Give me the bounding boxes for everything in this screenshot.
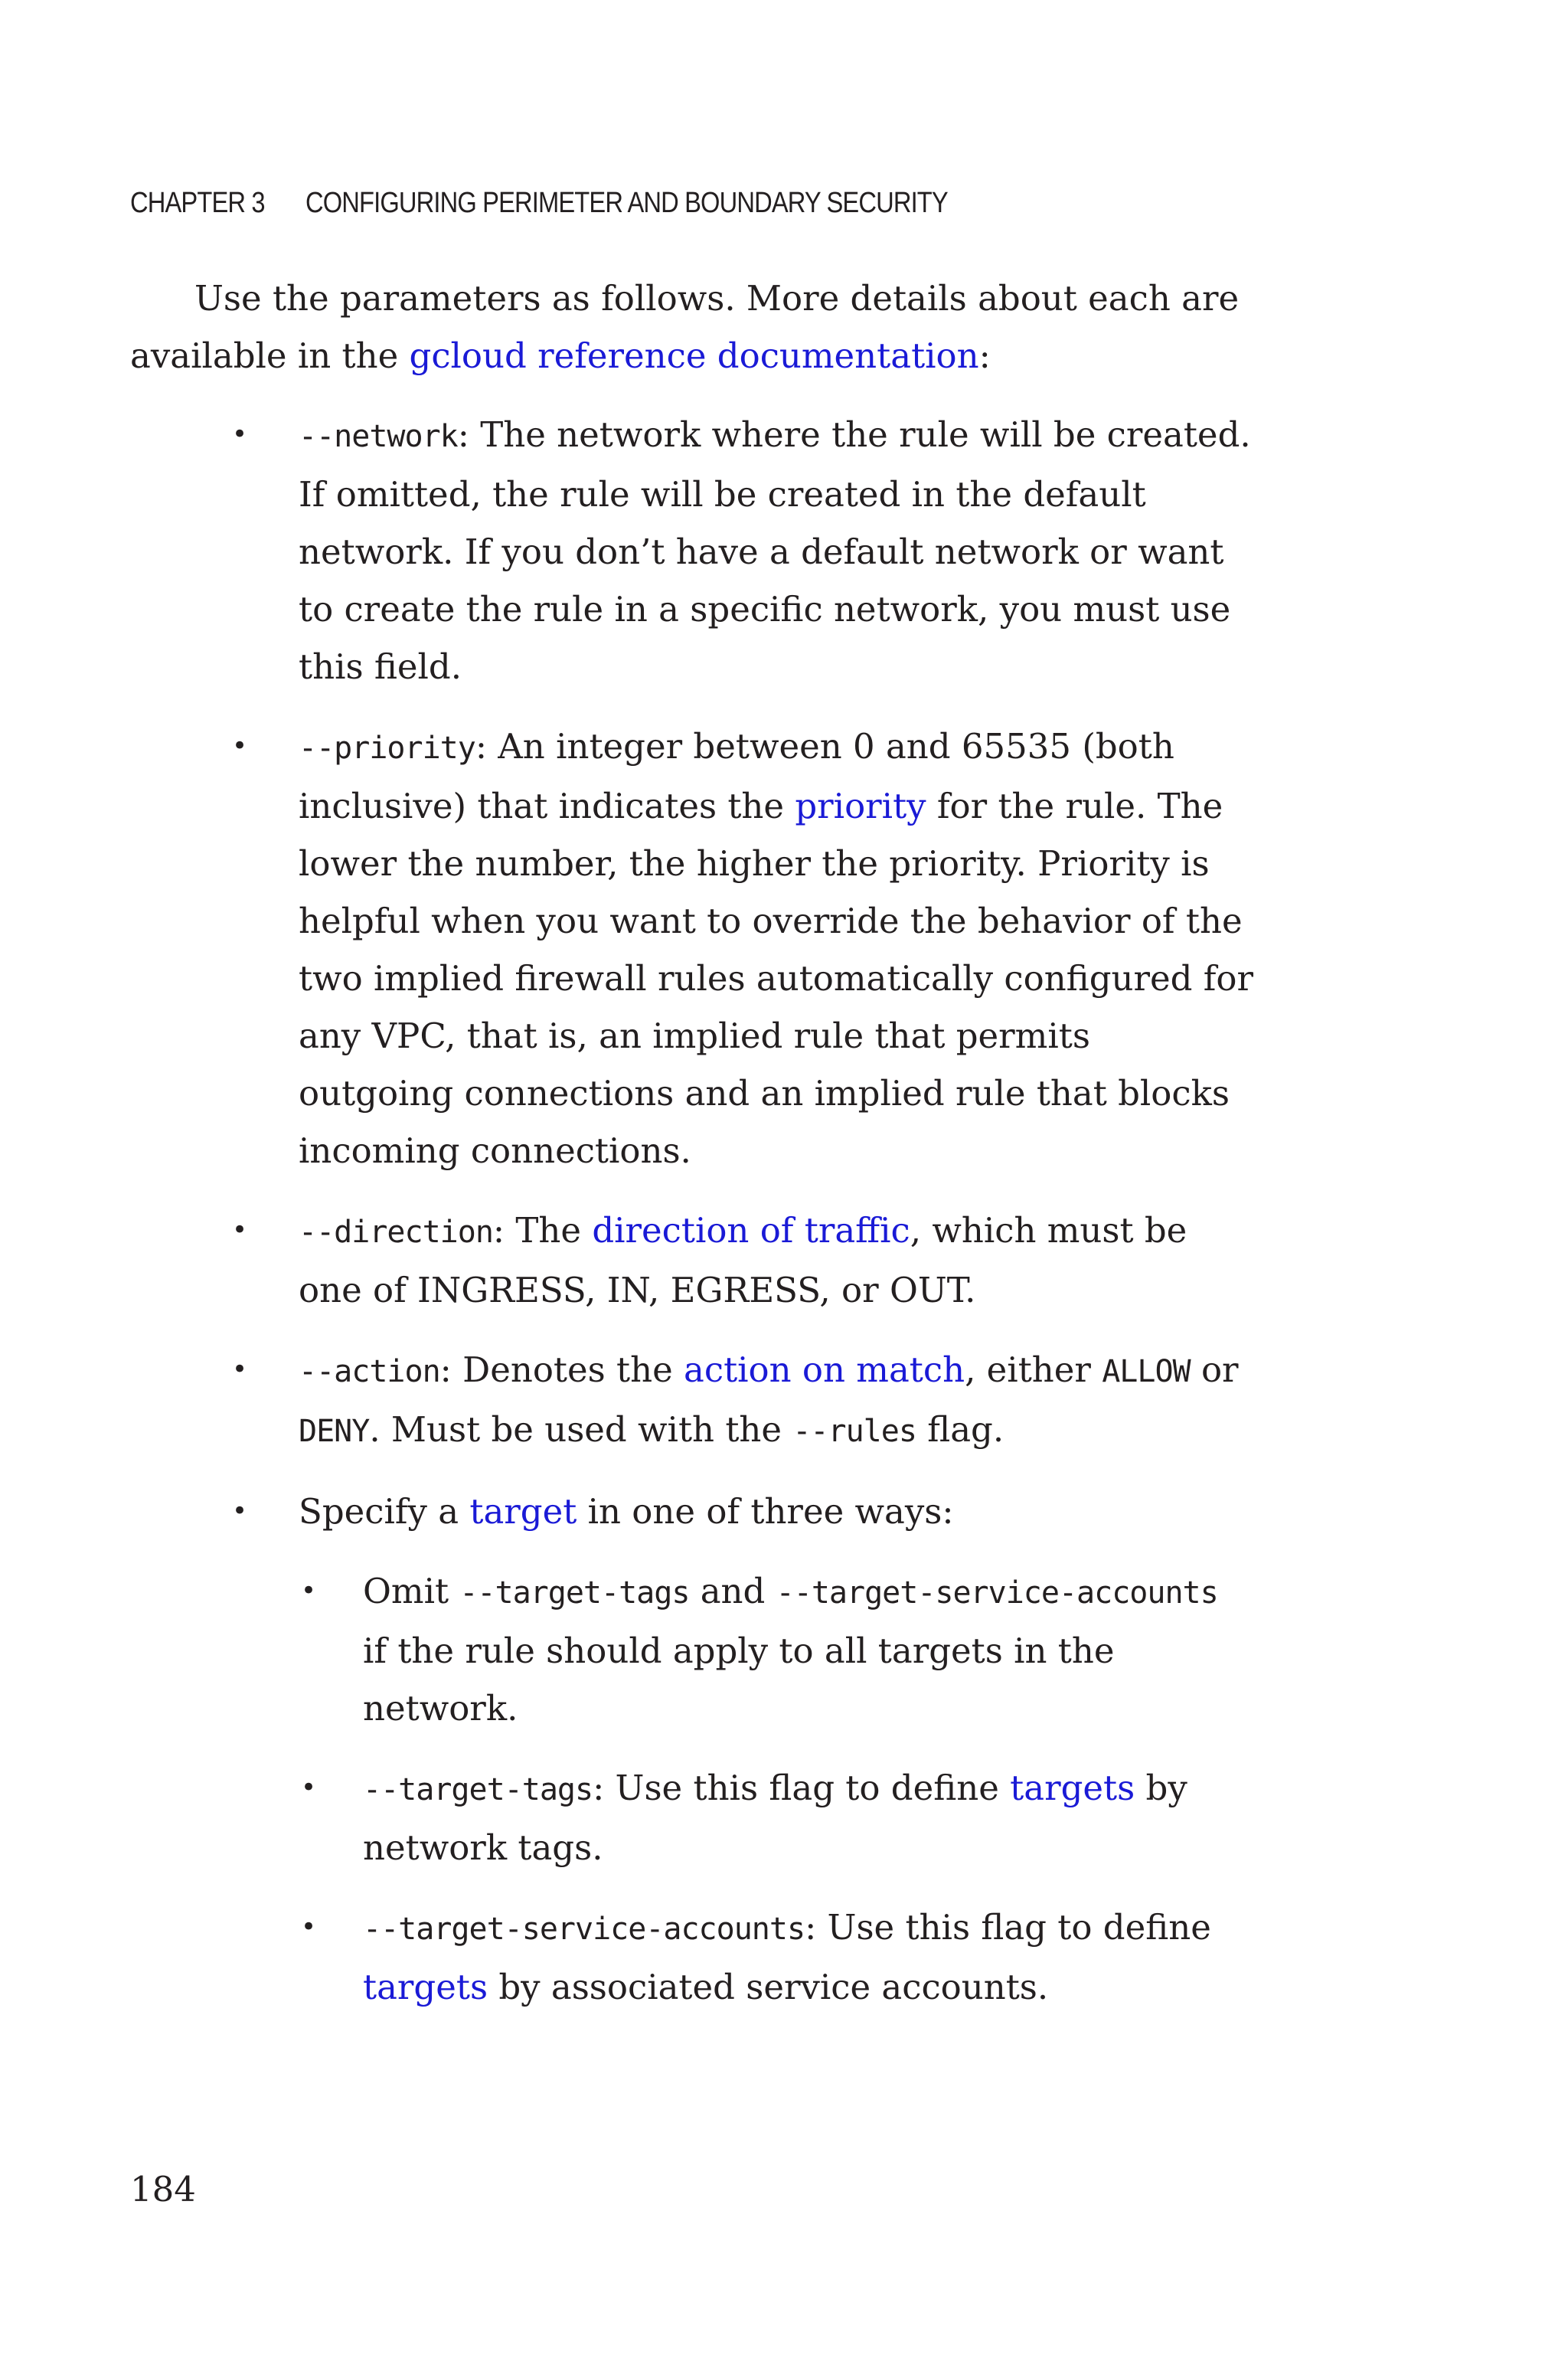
targets-link[interactable]: targets <box>1010 1768 1135 1808</box>
sublist-item-target-service-accounts <box>299 1899 1236 2016</box>
page-number: 184 <box>130 2169 196 2210</box>
tags-text: : Use this flag to define <box>593 1768 1011 1808</box>
target-sublist <box>299 1562 1256 2016</box>
list-item-network <box>0 406 1256 695</box>
direction-text-cont: , which must be one of INGRESS, IN, EGRESS, or OUT. <box>299 1210 1187 1310</box>
deny-value: DENY <box>299 1414 370 1449</box>
direction-text: : The <box>492 1210 593 1251</box>
action-text-or: or <box>1190 1349 1239 1390</box>
action-text: : Denotes the <box>439 1349 684 1390</box>
priority-text-cont: for the rule. The lower the number, the higher the priority. Priority is helpful when you want to override the behavior of the two implied firewall rules automatically configured for any VPC, that is, an implied rule that permits outgoing connections and an implied rule that blocks incoming connections. <box>299 786 1253 1171</box>
priority-text: : An integer between 0 and 65535 (both inclusive) that indicates the <box>299 726 1174 826</box>
chapter-title: CONFIGURING PERIMETER AND BOUNDARY SECURITY <box>305 187 948 219</box>
omit-text: Omit <box>363 1571 460 1611</box>
gcloud-reference-link[interactable]: gcloud reference documentation <box>409 335 979 376</box>
target-tags-flag: --target-tags <box>363 1772 593 1807</box>
list-item-priority <box>0 718 1256 1179</box>
parameter-list <box>0 406 1568 2038</box>
intro-text: Use the parameters as follows. More details about each are available in the <box>130 278 1240 376</box>
list-item-target <box>0 1483 1256 2016</box>
sublist-item-omit <box>299 1562 1236 1737</box>
direction-of-traffic-link[interactable]: direction of traffic <box>592 1210 910 1251</box>
target-service-accounts-flag: --target-service-accounts <box>776 1575 1218 1611</box>
list-item-action <box>0 1341 1256 1460</box>
direction-flag: --direction <box>299 1215 493 1250</box>
intro-paragraph <box>130 270 1401 384</box>
target-link[interactable]: target <box>469 1491 577 1532</box>
service-accounts-text-cont: by associated service accounts. <box>488 1967 1049 2007</box>
omit-and: and <box>689 1571 776 1611</box>
intro-colon: : <box>978 335 991 376</box>
service-accounts-text: : Use this flag to define <box>805 1907 1211 1948</box>
targets-link[interactable]: targets <box>363 1967 488 2007</box>
action-text-mid: , either <box>965 1349 1102 1390</box>
tags-text-cont: by network tags. <box>363 1768 1187 1868</box>
network-description: : The network where the rule will be created. If omitted, the rule will be created in the default network. If you don’t have a default network or want to create the rule in a specific network, you must use this field. <box>299 414 1251 687</box>
action-text-used: . Must be used with the <box>369 1409 793 1450</box>
target-text: Specify a <box>299 1491 470 1532</box>
omit-text-cont: if the rule should apply to all targets in the network. <box>363 1631 1115 1729</box>
priority-flag: --priority <box>299 731 475 766</box>
action-flag: --action <box>299 1354 440 1389</box>
rules-flag: --rules <box>792 1414 916 1449</box>
target-tags-flag: --target-tags <box>459 1575 690 1611</box>
network-flag: --network <box>299 419 458 454</box>
allow-value: ALLOW <box>1102 1354 1191 1389</box>
list-item-direction <box>0 1202 1256 1319</box>
running-head <box>130 187 948 220</box>
chapter-label: CHAPTER 3 <box>130 187 265 219</box>
priority-link[interactable]: priority <box>795 786 926 826</box>
action-text-end: flag. <box>916 1409 1004 1450</box>
target-service-accounts-flag: --target-service-accounts <box>363 1912 805 1947</box>
sublist-item-target-tags <box>299 1759 1236 1876</box>
action-on-match-link[interactable]: action on match <box>684 1349 965 1390</box>
target-text-cont: in one of three ways: <box>577 1491 954 1532</box>
